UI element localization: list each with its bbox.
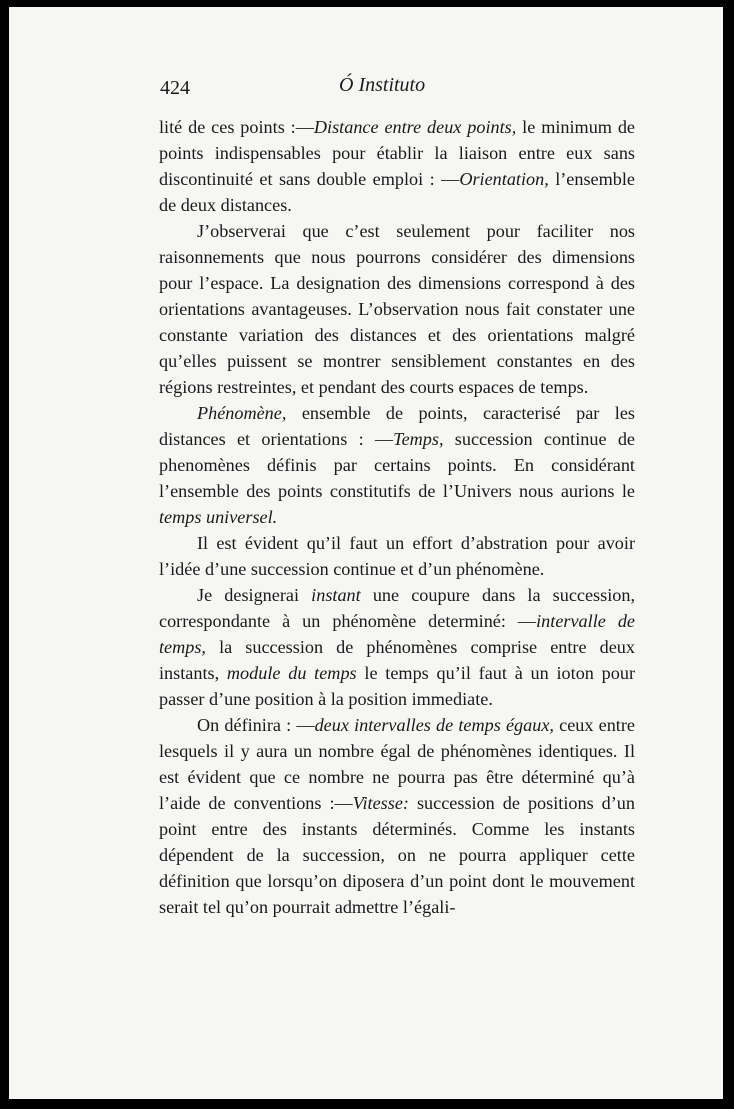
italic-term: module du temps [226,663,357,683]
text-span: succession de positions d’un point entre des instants déterminés. Comme les instants dépendent de la succession, on ne pourra appliquer cette définition que lorsqu’on diposera d’un point dont le mouvement serait tel qu’on pourrait admettre l’égali- [159,793,635,917]
body-text [159,114,635,920]
page-number: 424 [160,77,190,99]
text-span: ceux entre lesquels il y aura un nombre égal de phénomènes identiques. Il est évident que ce nombre ne pourra pas être déterminé qu’à l’aide de conventions :— [159,715,635,813]
text-span: le temps qu’il faut à un ioton pour passer d’une position à la position immediate. [159,663,635,709]
text-span: le minimum de points indispensables pour établir la liaison entre eux sans discontinuité et sans double emploi : — [159,117,635,189]
italic-term: temps universel. [159,507,278,527]
paragraph [159,114,635,218]
italic-term: Distance entre deux points, [313,117,517,137]
text-span: succession continue de phenomènes définis par certains points. En considérant l’ensemble des points constitutifs de l’Univers nous aurions le [159,429,635,501]
paragraph [159,582,635,712]
text-span: la succession de phénomènes comprise entre deux instants, [159,637,635,683]
italic-term: deux intervalles de temps égaux, [314,715,554,735]
book-page [9,7,723,1099]
text-span: On définira : — [197,715,315,735]
italic-term: Vitesse: [352,793,409,813]
text-span: Je designerai [197,585,312,605]
text-span: ensemble de points, caracterisé par les distances et orientations : — [159,403,635,449]
text-span: une coupure dans la succession, correspondante à un phénomène determiné: — [159,585,636,631]
italic-term: Phénomène, [197,403,287,423]
paragraph [159,530,635,582]
text-span: l’ensemble de deux distances. [159,169,635,215]
italic-term: Orientation, [459,169,549,189]
paragraph [159,218,635,400]
italic-term: instant [311,585,361,605]
text-span: Il est évident qu’il faut un effort d’abstration pour avoir l’idée d’une succession continue et d’un phénomène. [159,533,635,579]
italic-term: intervalle de temps, [159,611,635,657]
text-span: J’observerai que c’est seulement pour faciliter nos raisonnements que nous pourrons considérer des dimensions pour l’espace. La designation des dimensions correspond à des orientations avantageuses. L’observation nous fait constater une constante variation des distances et des orientations malgré qu’elles puissent se montrer sensiblement constantes en des régions restreintes, et pendant des courts espaces de temps. [159,221,635,397]
running-title: Ó Instituto [339,74,426,96]
paragraph [159,712,635,920]
paragraph [159,400,635,530]
text-span: lité de ces points :— [159,117,314,137]
italic-term: Temps, [393,429,444,449]
